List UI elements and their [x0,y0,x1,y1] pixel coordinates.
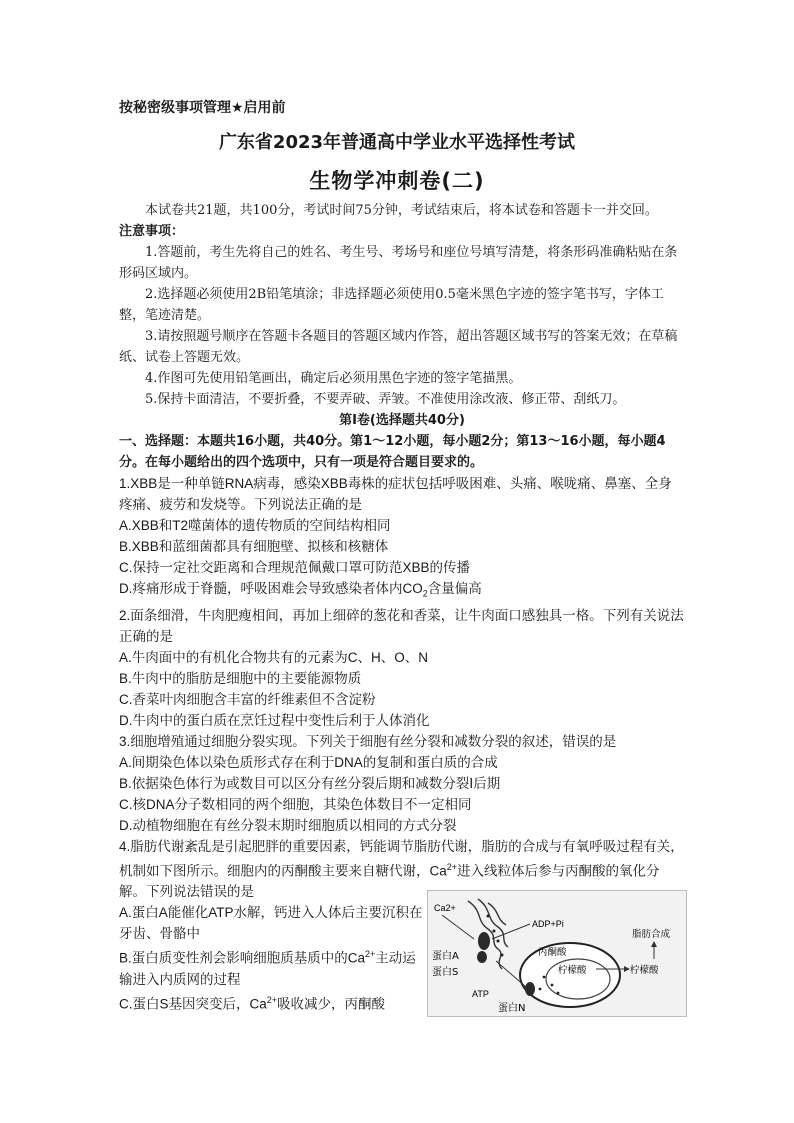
question-4-options [119,902,424,1014]
stem-text-end: 进入线粒体后参与丙酮酸的氧化分解。下列说法错误的是 [119,863,660,900]
option-d-text-end: 含量偏高 [427,581,482,596]
protein-n-shape [525,982,535,996]
exam-title: 广东省2023年普通高中学业水平选择性考试 [218,132,576,153]
option-b-text: B.蛋白质变性剂会影响细胞质基质中的Ca [119,950,366,966]
question-3 [119,731,685,836]
option-b-text-end: 主动运输进入内质网的过程 [119,950,416,987]
ca-dot [543,976,546,979]
protein-s-shape [477,951,487,963]
part1-title: 第Ⅰ卷(选择题共40分) [339,413,465,428]
adp-label: ADP+Pi [532,919,564,929]
question-1 [119,473,685,605]
question-2 [119,605,685,731]
ca-superscript: 2+ [446,861,458,872]
citrate-inner-label: 柠檬酸 [558,965,587,976]
option-b: B.依据染色体行为或数目可以区分有丝分裂后期和减数分裂Ⅰ后期 [119,775,501,791]
ca-dot [487,915,490,918]
protein-n-label: 蛋白N [498,1003,526,1014]
pyruvate-label: 丙酮酸 [538,947,567,958]
ca-superscript: 2+ [266,994,278,1005]
secret-level-label: 按秘密级事项管理★启用前 [119,100,286,116]
ca-dot [501,954,504,957]
ca-dot [539,988,542,991]
option-a: A.XBB和T2噬菌体的遗传物质的空间结构相同 [119,518,391,533]
intro-text: 本试卷共21题，共100分，考试时间75分钟，考试结束后，将本试卷和答题卡一并交回。 [145,203,658,218]
question-stem: 2.面条细滑，牛肉肥瘦相间，再加上细碎的葱花和香菜，让牛肉面口感独具一格。下列有关说法正确的是 [119,607,684,644]
ca-superscript: 2+ [365,949,376,960]
note-item: 4.作图可先使用铅笔画出，确定后必须用黑色字迹的签字笔描黑。 [145,371,522,386]
option-c: C.香菜叶肉细胞含丰富的纤维素但不含淀粉 [119,691,376,707]
option-c [119,990,424,1015]
co2-subscript: 2 [422,588,428,599]
er-membrane [488,903,506,925]
figure-drawing [428,891,686,1016]
note-item: 2.选择题必须使用2B铅笔填涂；非选择题必须使用0.5毫米黑色字迹的签字笔书写，字体工整，笔迹清楚。 [119,287,664,323]
stem-text: 4.脂肪代谢紊乱是引起肥胖的重要因素，钙能调节脂肪代谢，脂肪的合成与有氧呼吸过程有关，机制如下图所示。细胞内的丙酮酸主要来自糖代谢，Ca [119,838,684,879]
option-d-text: D.疼痛形成于脊髓，呼吸困难会导致感染者体内CO [119,581,423,596]
option-b: B.牛肉中的脂肪是细胞中的主要能源物质 [119,670,362,686]
ca-dot [497,940,500,943]
paper-title: 生物学冲刺卷(二) [309,169,485,193]
option-c-text: C.蛋白S基因突变后，Ca [119,996,267,1012]
ca-dot [551,984,554,987]
part1-instruction: 一、选择题：本题共16小题，共40分。第1～12小题，每小题2分；第13～16小题，每小题4分。在每小题给出的四个选项中，只有一项是符合题目要求的。 [119,434,666,470]
note-item: 5.保持卡面清洁，不要折叠，不要弄破、弄皱。不准使用涂改液、修正带、刮纸刀。 [145,392,626,407]
ca-dot [557,992,560,995]
protein-s-label: 蛋白S [432,967,459,978]
option-d: D.动植物细胞在有丝分裂末期时细胞质以相同的方式分裂 [119,817,457,833]
option-a: A.间期染色体以染色质形式存在利于DNA的复制和蛋白质的合成 [119,754,498,770]
citrate-outer-label: 柠檬酸 [630,965,659,976]
option-d [119,578,685,605]
fat-metabolism-figure [427,890,687,1017]
note-item: 3.请按照题号顺序在答题卡各题目的答题区域内作答，超出答题区域书写的答案无效；在草稿纸、试卷上答题无效。 [119,329,678,365]
option-c: C.核DNA分子数相同的两个细胞，其染色体数目不一定相同 [119,796,472,812]
option-a: A.牛肉面中的有机化合物共有的元素为C、H、O、N [119,649,429,665]
question-stem: 3.细胞增殖通过细胞分裂实现。下列关于细胞有丝分裂和减数分裂的叙述，错误的是 [119,733,617,749]
option-c: C.保持一定社交距离和合理规范佩戴口罩可防范XBB的传播 [119,560,471,575]
option-c-text-end: 吸收减少，丙酮酸 [277,996,386,1012]
ca-dot [493,930,496,933]
atp-label: ATP [472,989,489,999]
protein-a-shape [478,932,490,950]
question-stem: 1.XBB是一种单链RNA病毒，感染XBB毒株的症状包括呼吸困难、头痛、喉咙痛、鼻塞、全身疼痛、疲劳和发烧等。下列说法正确的是 [119,476,672,512]
option-b [119,944,424,990]
protein-a-label: 蛋白A [432,951,459,962]
notes-heading: 注意事项： [119,224,185,239]
ca-arrow [442,915,474,939]
ca-label: Ca2+ [434,903,456,913]
note-item: 1.答题前，考生先将自己的姓名、考生号、考场号和座位号填写清楚，将条形码准确粘贴在条形码区域内。 [119,245,678,281]
option-b: B.XBB和蓝细菌都具有细胞壁、拟核和核糖体 [119,539,389,554]
arrow-head [651,941,657,947]
option-a: A.蛋白A能催化ATP水解，钙进入人体后主要沉积在牙齿、骨骼中 [119,905,423,942]
option-d: D.牛肉中的蛋白质在烹饪过程中变性后利于人体消化 [119,712,430,728]
fat-synthesis-label: 脂肪合成 [632,929,671,940]
